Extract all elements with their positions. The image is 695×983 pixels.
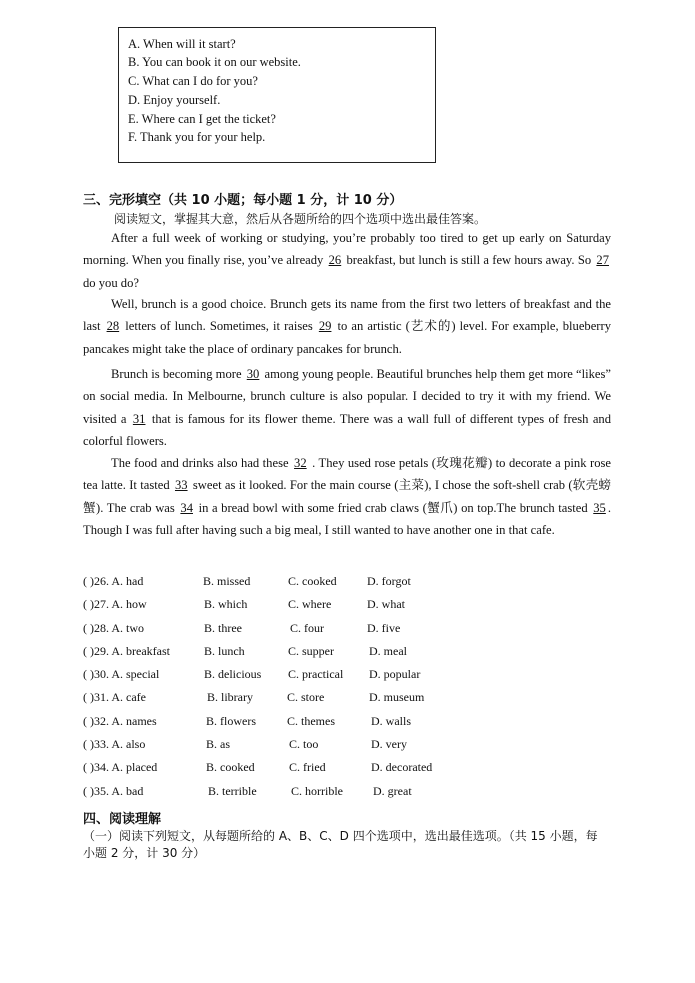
question-31-option-c: C. store [287,690,325,704]
passage-paragraph-2 [83,293,611,360]
box-option-f: F. Thank you for your help. [128,130,266,144]
question-32-option-d: D. walls [371,714,411,728]
question-34-option-c: C. fried [289,760,326,774]
p4-text: . They used rose petals (玫瑰花瓣) to decorate a pink rose tea latte. It tasted [83,456,611,493]
question-28-label: ( )28. A. two [83,621,144,635]
p3-text: among young people. Beautiful brunches help them get more “likes” on social media. In Melbourne, brunch culture is also popular. I decided to try it with my friend. We visited a [83,367,611,426]
p4-text: . Though I was full after having such a big meal, I still wanted to have another one in that cafe. [83,500,611,537]
p2-text: Well, brunch is a good choice. Brunch gets its name from the first two letters of breakfast and the last [83,297,611,334]
question-34-label: ( )34. A. placed [83,760,158,774]
question-35-option-b: B. terrible [208,784,257,798]
question-26-option-c: C. cooked [288,574,337,588]
blank-27: 27 [596,253,609,268]
p1-text: do you do? [83,275,139,290]
blank-31: 31 [132,411,146,426]
blank-33: 33 [174,478,188,493]
question-30-option-d: D. popular [369,667,421,681]
question-33-option-c: C. too [289,737,319,751]
box-option-c: C. What can I do for you? [128,74,258,88]
question-27-option-d: D. what [367,597,405,611]
question-29-option-b: B. lunch [204,644,245,658]
question-32-option-c: C. themes [287,714,335,728]
box-option-e: E. Where can I get the ticket? [128,112,276,126]
question-30-option-b: B. delicious [204,667,262,681]
p4-text: in a bread bowl with some fried crab claws (蟹爪) on top.The brunch tasted [194,500,592,515]
box-option-a: A. When will it start? [128,37,236,51]
question-35-label: ( )35. A. bad [83,784,144,798]
question-31-option-d: D. museum [369,690,425,704]
p4-text: The food and drinks also had these [111,456,293,470]
blank-28: 28 [106,319,120,334]
question-33-option-b: B. as [206,737,230,751]
p4-text: sweet as it looked. For the main course (主菜), I chose the soft-shell crab (软壳螃蟹). The crab was [83,478,611,515]
question-26-label: ( )26. A. had [83,574,144,588]
section4-heading: 四、阅读理解 [83,812,162,827]
p2-text: letters of lunch. Sometimes, it raises [121,319,317,334]
question-27-option-b: B. which [204,597,248,611]
question-34-option-d: D. decorated [371,760,433,774]
blank-26: 26 [328,253,342,268]
question-32-option-b: B. flowers [206,714,256,728]
question-34-option-b: B. cooked [206,760,255,774]
passage-paragraph-1 [83,227,611,294]
question-29-label: ( )29. A. breakfast [83,644,170,658]
question-31-label: ( )31. A. cafe [83,690,146,704]
p2-text: to an artistic (艺术的) level. For example, blueberry pancakes might take the place of ordinary pancakes for brunch. [83,319,611,356]
question-31-option-b: B. library [207,690,253,704]
p1-text: After a full week of working or studying, you’re probably too tired to get up early on Saturday morning. When you finally rise, you’ve already [83,231,611,268]
question-32-label: ( )32. A. names [83,714,157,728]
section3-instruction: 阅读短文，掌握其大意，然后从各题所给的四个选项中选出最佳答案。 [114,212,487,226]
question-29-option-d: D. meal [369,644,407,658]
question-29-option-c: C. supper [288,644,334,658]
blank-34: 34 [180,500,193,515]
question-33-option-d: D. very [371,737,407,751]
question-28-option-b: B. three [204,621,242,635]
blank-32: 32 [294,456,307,470]
question-28-option-d: D. five [367,621,401,635]
question-35-option-d: D. great [373,784,412,798]
question-30-label: ( )30. A. special [83,667,160,681]
box-option-d: D. Enjoy yourself. [128,93,221,107]
p1-text: breakfast, but lunch is still a few hours away. So [343,253,595,268]
question-26-option-d: D. forgot [367,574,411,588]
blank-29: 29 [318,319,332,334]
passage-paragraph-3 [83,363,611,452]
question-30-option-c: C. practical [288,667,344,681]
question-27-option-c: C. where [288,597,332,611]
section4-instruction: （一）阅读下列短文，从每题所给的 A、B、C、D 四个选项中，选出最佳选项。（共 15 小题，每小题 2 分，计 30 分） [83,829,598,860]
question-26-option-b: B. missed [203,574,251,588]
box-option-b: B. You can book it on our website. [128,55,301,69]
section3-heading: 三、完形填空（共 10 小题；每小题 1 分，计 10 分） [83,193,403,208]
blank-30: 30 [246,367,260,381]
p3-text: that is famous for its flower theme. There was a wall full of different types of fresh and colorful flowers. [83,411,611,448]
passage-paragraph-4 [83,452,611,541]
question-35-option-c: C. horrible [291,784,343,798]
blank-35: 35 [593,500,606,515]
question-27-label: ( )27. A. how [83,597,147,611]
question-33-label: ( )33. A. also [83,737,146,751]
question-28-option-c: C. four [290,621,324,635]
p3-text: Brunch is becoming more [111,367,245,381]
